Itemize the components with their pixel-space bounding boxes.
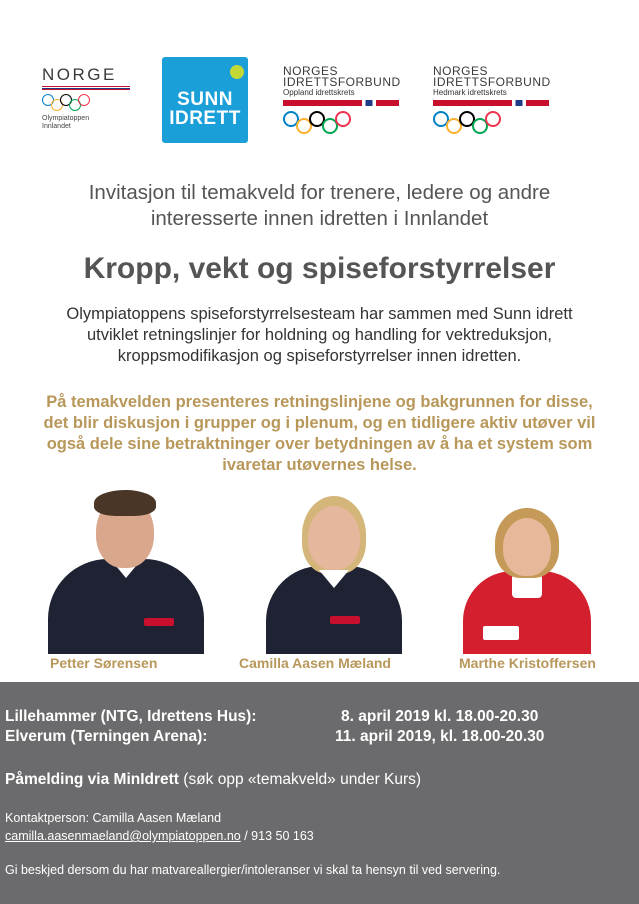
highlight-line: også dele sine betraktninger over betydningen av å ha et system som <box>46 435 593 453</box>
nif-oppland-logo <box>283 66 403 134</box>
speaker-photo-marthe <box>463 506 591 654</box>
invitation-heading <box>0 180 639 232</box>
norwegian-flag-bar <box>42 86 130 90</box>
highlight-line: På temakvelden presenteres retningslinjene og bakgrunnen for disse, <box>46 393 593 411</box>
norwegian-flag-bar <box>283 100 399 106</box>
page-title: Kropp, vekt og spiseforstyrrelser <box>83 252 556 285</box>
olympic-rings-icon <box>42 94 130 111</box>
logo-subtitle-innlandet: Innlandet <box>42 123 71 130</box>
registration-line <box>5 770 421 790</box>
invitation-line: interesserte innen idretten i Innlandet <box>150 207 489 230</box>
event-place-lillehammer: Lillehammer (NTG, Idrettens Hus): <box>5 708 257 725</box>
speaker-name-marthe: Marthe Kristoffersen <box>459 655 596 671</box>
nif-region: Oppland idrettskrets <box>283 88 355 97</box>
event-info-panel <box>0 682 639 904</box>
speaker-name-camilla: Camilla Aasen Mæland <box>239 655 391 671</box>
intro-line: kroppsmodifikasjon og spiseforstyrrelser innen idretten. <box>117 347 522 365</box>
highlight-line: ivaretar utøvernes helse. <box>222 456 417 474</box>
contact-line <box>5 828 314 844</box>
nif-line1: NORGES <box>283 64 339 78</box>
nif-line1: NORGES <box>433 64 489 78</box>
sunn-idrett-word1: SUNN <box>177 89 233 110</box>
speaker-photo-camilla <box>266 496 402 654</box>
contact-phone: / 913 50 163 <box>240 829 314 843</box>
nif-hedmark-logo <box>433 66 553 134</box>
invitation-line: Invitasjon til temakveld for trenere, ledere og andre <box>88 181 551 204</box>
norwegian-flag-bar <box>433 100 549 106</box>
olympic-rings-icon <box>283 111 403 134</box>
sunn-idrett-logo <box>162 57 248 143</box>
highlight-paragraph <box>0 392 639 476</box>
tennis-ball-icon <box>230 65 244 79</box>
nif-line2: IDRETTSFORBUND <box>433 75 551 89</box>
highlight-line: det blir diskusjon i grupper og i plenum, og en tidligere aktiv utøver vil <box>43 414 596 432</box>
nif-line2: IDRETTSFORBUND <box>283 75 401 89</box>
intro-line: utviklet retningslinjer for holdning og handling for vektreduksjon, <box>86 326 553 344</box>
speaker-name-petter: Petter Sørensen <box>50 655 158 671</box>
logo-subtitle-olympiatoppen: Olympiatoppen <box>42 115 90 122</box>
contact-person: Kontaktperson: Camilla Aasen Mæland <box>5 811 222 825</box>
norge-wordmark: NORGE <box>42 65 117 84</box>
registration-hint: (søk opp «temakveld» under Kurs) <box>178 771 422 788</box>
registration-link[interactable]: Påmelding via MinIdrett <box>5 771 179 788</box>
contact-email-link[interactable]: camilla.aasenmaeland@olympiatoppen.no <box>5 829 241 843</box>
event-place-elverum: Elverum (Terningen Arena): <box>5 728 208 745</box>
intro-line: Olympiatoppens spiseforstyrrelsesteam har sammen med Sunn idrett <box>66 305 573 323</box>
event-time-lillehammer: 8. april 2019 kl. 18.00-20.30 <box>341 708 539 725</box>
speaker-photo-petter <box>48 484 204 654</box>
allergy-notice: Gi beskjed dersom du har matvareallergier/intoleranser vi skal ta hensyn til ved servering. <box>5 863 501 877</box>
event-time-elverum: 11. april 2019, kl. 18.00-20.30 <box>335 728 545 745</box>
nif-region: Hedmark idrettskrets <box>433 88 507 97</box>
olympiatoppen-innlandet-logo <box>42 66 130 131</box>
intro-paragraph <box>0 304 639 367</box>
olympic-rings-icon <box>433 111 553 134</box>
sunn-idrett-word2: IDRETT <box>169 108 241 129</box>
